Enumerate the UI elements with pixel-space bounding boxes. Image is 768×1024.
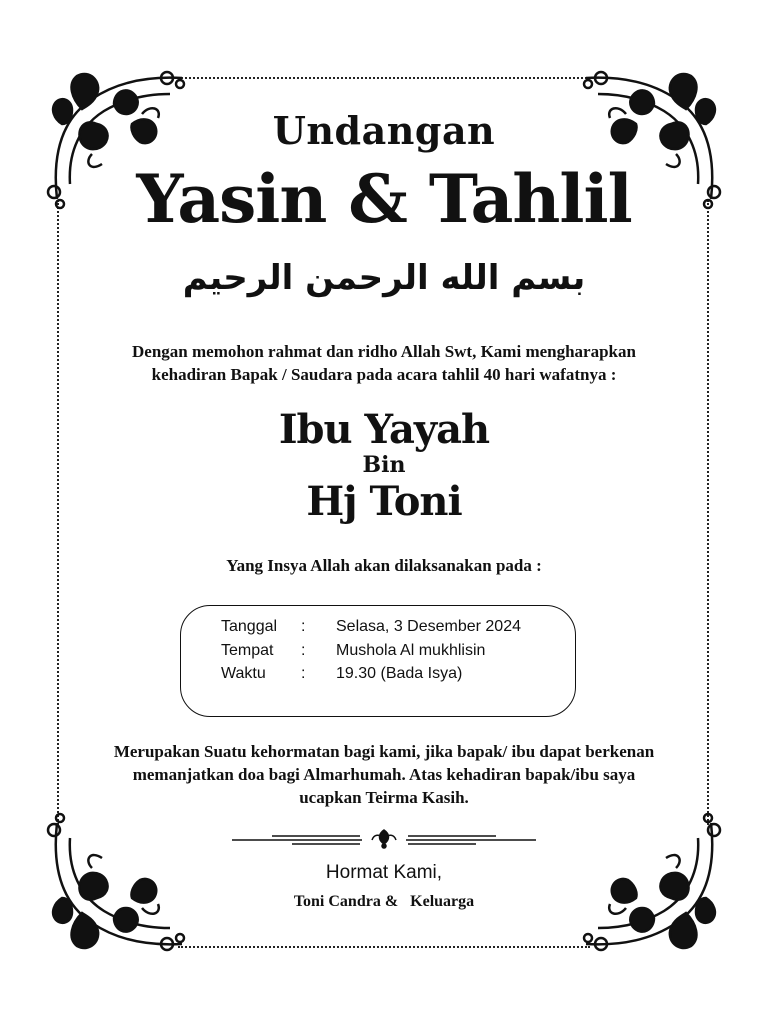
divider-ornament-icon <box>232 826 536 850</box>
frame-border-top <box>178 77 590 79</box>
event-value: 19.30 (Bada Isya) <box>336 665 463 682</box>
closing-greeting: Hormat Kami, <box>325 862 443 883</box>
basmalah-calligraphy: بسم الله الرحمن الرحيم <box>182 258 586 298</box>
relation-label: Bin <box>362 452 406 478</box>
event-colon: : <box>301 642 306 659</box>
event-label: Waktu <box>221 665 266 682</box>
event-value: Mushola Al mukhlisin <box>336 642 486 659</box>
signer-names: Toni Candra & Keluarga <box>293 893 475 910</box>
intro-paragraph <box>84 340 684 386</box>
frame-border-bottom <box>178 946 590 948</box>
event-label: Tempat <box>221 642 274 659</box>
deceased-name: Ibu Yayah <box>278 406 490 453</box>
invitation-title: Yasin & Tahlil <box>136 160 632 238</box>
event-details-box <box>180 605 576 717</box>
closing-paragraph <box>84 740 684 809</box>
intro-line-2: kehadiran Bapak / Saudara pada acara tahlil 40 hari wafatnya : <box>151 365 617 384</box>
invitation-subtitle: Undangan <box>272 108 496 153</box>
intro-line-1: Dengan memohon rahmat dan ridho Allah Swt, Kami mengharapkan <box>132 342 636 361</box>
event-value: Selasa, 3 Desember 2024 <box>336 618 521 635</box>
father-name: Hj Toni <box>306 478 462 525</box>
event-colon: : <box>301 665 306 682</box>
event-colon: : <box>301 618 306 635</box>
closing-line-3: ucapkan Teirma Kasih. <box>299 788 469 807</box>
event-label: Tanggal <box>221 618 278 635</box>
closing-line-2: memanjatkan doa bagi Almarhumah. Atas kehadiran bapak/ibu saya <box>132 765 636 784</box>
closing-line-1: Merupakan Suatu kehormatan bagi kami, jika bapak/ ibu dapat berkenan <box>113 742 655 761</box>
schedule-announcement: Yang Insya Allah akan dilaksanakan pada : <box>226 556 542 575</box>
